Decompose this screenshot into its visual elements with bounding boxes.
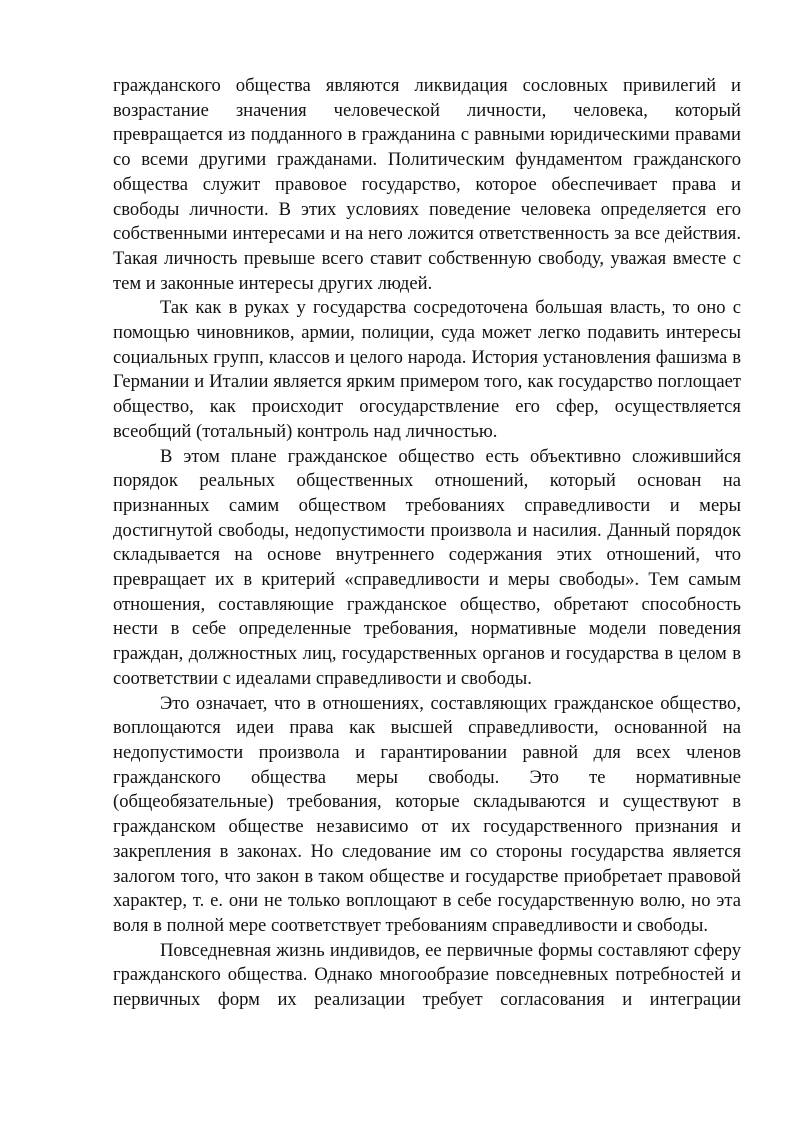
document-page <box>113 74 741 1013</box>
paragraph-1: гражданского общества являются ликвидация сословных привилегий и возрастание значения человеческой личности, человека, который превращается из подданного в гражданина с равными юридическими правами со всеми другими гражданами. Политическим фундаментом гражданского общества служит правовое государство, которое обеспечивает права и свободы личности. В этих условиях поведение человека определяется его собственными интересами и на него ложится ответственность за все действия. Такая личность превыше всего ставит собственную свободу, уважая вместе с тем и законные интересы других людей. <box>113 75 741 294</box>
paragraph-2: Так как в руках у государства сосредоточена большая власть, то оно с помощью чиновников, армии, полиции, суда может легко подавить интересы социальных групп, классов и целого народа. История установления фашизма в Германии и Италии является ярким примером того, как государство поглощает общество, как происходит огосударствление его сфер, осуществляется всеобщий (тотальный) контроль над личностью. <box>113 297 741 442</box>
paragraph-4: Это означает, что в отношениях, составляющих гражданское общество, воплощаются идеи права как высшей справедливости, основанной на недопустимости произвола и гарантировании равной для всех членов гражданского общества меры свободы. Это те нормативные (общеобязательные) требования, которые складываются и существуют в гражданском обществе независимо от их государственного признания и закрепления в законах. Но следование им со стороны государства является залогом того, что закон в таком обществе и государстве приобретает правовой характер, т. е. они не только воплощают в себе государственную волю, но эта воля в полной мере соответствует требованиям справедливости и свободы. <box>113 692 741 936</box>
paragraph-5: Повседневная жизнь индивидов, ее первичные формы составляют сферу гражданского общества. Однако многообразие повседневных потребностей и первичных форм их реализации требует согласования и интеграции <box>113 939 741 1011</box>
paragraph-3: В этом плане гражданское общество есть объективно сложившийся порядок реальных общественных отношений, который основан на признанных самим обществом требованиях справедливости и меры достигнутой свободы, недопустимости произвола и насилия. Данный порядок складывается на основе внутреннего содержания этих отношений, что превращает их в критерий «справедливости и меры свободы». Тем самым отношения, составляющие гражданское общество, обретают способность нести в себе определенные требования, нормативные модели поведения граждан, должностных лиц, государственных органов и государства в целом в соответствии с идеалами справедливости и свободы. <box>113 445 741 689</box>
